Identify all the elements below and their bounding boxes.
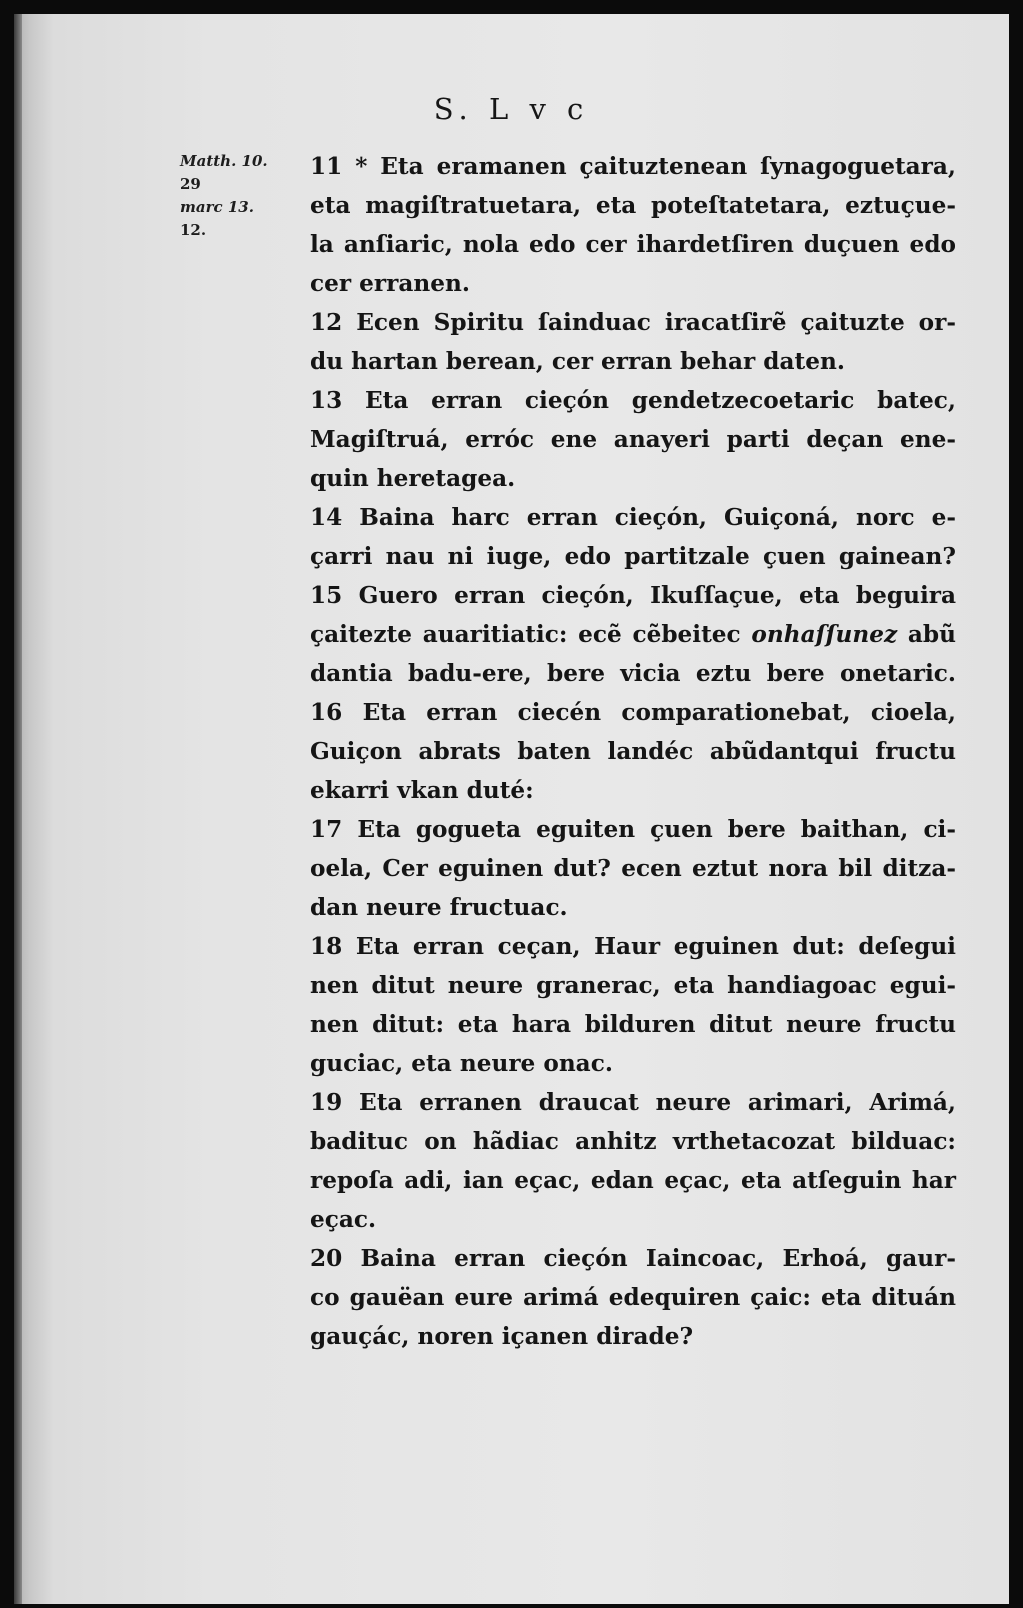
margin-ref-line: 12. — [180, 221, 207, 239]
text-line: cer erranen. — [310, 270, 470, 297]
text-segment: abũ — [897, 621, 956, 648]
text-line: 14 Baina harc erran cieçón, Guiçoná, norc e- — [310, 504, 956, 531]
italic-word: onhaſſunez — [751, 621, 898, 648]
text-line: dantia badu-ere, bere vicia eztu bere onetaric. — [310, 660, 956, 687]
text-line: Guiçon abrats baten landéc abũdantqui fructu — [310, 738, 956, 765]
margin-ref-line: 29 — [180, 175, 201, 193]
text-line: co gauëan eure arimá edequiren çaic: eta dituán — [310, 1284, 956, 1311]
text-line: badituc on hãdiac anhitz vrthetacozat bilduac: — [310, 1128, 956, 1155]
text-line: 20 Baina erran cieçón Iaincoac, Erhoá, gaur- — [310, 1245, 956, 1272]
text-line: 16 Eta erran ciecén comparationebat, cioela, — [310, 699, 956, 726]
text-line: eçac. — [310, 1206, 377, 1233]
text-line: du hartan berean, cer erran behar daten. — [310, 348, 845, 375]
text-line: 12 Ecen Spiritu ſainduac iracatſirẽ çaituzte or- — [310, 309, 956, 336]
margin-ref-marc: marc 13. — [180, 198, 254, 216]
text-line: 19 Eta erranen draucat neure arimari, Arimá, — [310, 1089, 956, 1116]
text-line: oela, Cer eguinen dut? ecen eztut nora bil ditza- — [310, 855, 956, 882]
page-gutter-shadow — [14, 14, 22, 1604]
margin-ref-matth: Matth. 10. — [180, 152, 268, 170]
text-line: eta magiſtratuetara, eta poteſtatetara, eztuçue- — [310, 192, 956, 219]
text-line: 18 Eta erran ceçan, Haur eguinen dut: deſegui — [310, 933, 956, 960]
text-line: çarri nau ni iuge, edo partitzale çuen gainean? — [310, 543, 956, 570]
text-line — [310, 615, 956, 654]
text-line: 17 Eta gogueta eguiten çuen bere baithan, ci- — [310, 816, 956, 843]
text-line: ekarri vkan duté: — [310, 777, 534, 804]
body-text — [310, 147, 956, 1356]
text-segment: çaitezte auaritiatic: ecẽ cẽbeitec — [310, 621, 752, 648]
page-header: S. L v c — [433, 92, 590, 126]
text-line: repoſa adi, ian eçac, edan eçac, eta atſeguin har — [310, 1167, 956, 1194]
text-line: quin heretagea. — [310, 465, 516, 492]
text-line: dan neure fructuac. — [310, 894, 568, 921]
margin-ref-line — [180, 150, 310, 173]
text-line: 11 * Eta eramanen çaituztenean ſynagoguetara, — [310, 153, 956, 180]
text-line: 13 Eta erran cieçón gendetzecoetaric batec, — [310, 387, 956, 414]
margin-references — [180, 150, 310, 242]
text-line: nen ditut neure granerac, eta handiagoac egui- — [310, 972, 956, 999]
margin-ref-line — [180, 196, 310, 219]
text-line: 15 Guero erran cieçón, Ikuſſaçue, eta beguira — [310, 582, 956, 609]
text-line: gauçác, noren içanen dirade? — [310, 1323, 694, 1350]
book-page — [14, 14, 1009, 1604]
text-line: la anſiaric, nola edo cer ihardetſiren duçuen edo — [310, 231, 956, 258]
text-line: nen ditut: eta hara bilduren ditut neure fructu — [310, 1011, 956, 1038]
text-line: Magiſtruá, erróc ene anayeri parti deçan ene- — [310, 426, 956, 453]
text-line: guciac, eta neure onac. — [310, 1050, 613, 1077]
